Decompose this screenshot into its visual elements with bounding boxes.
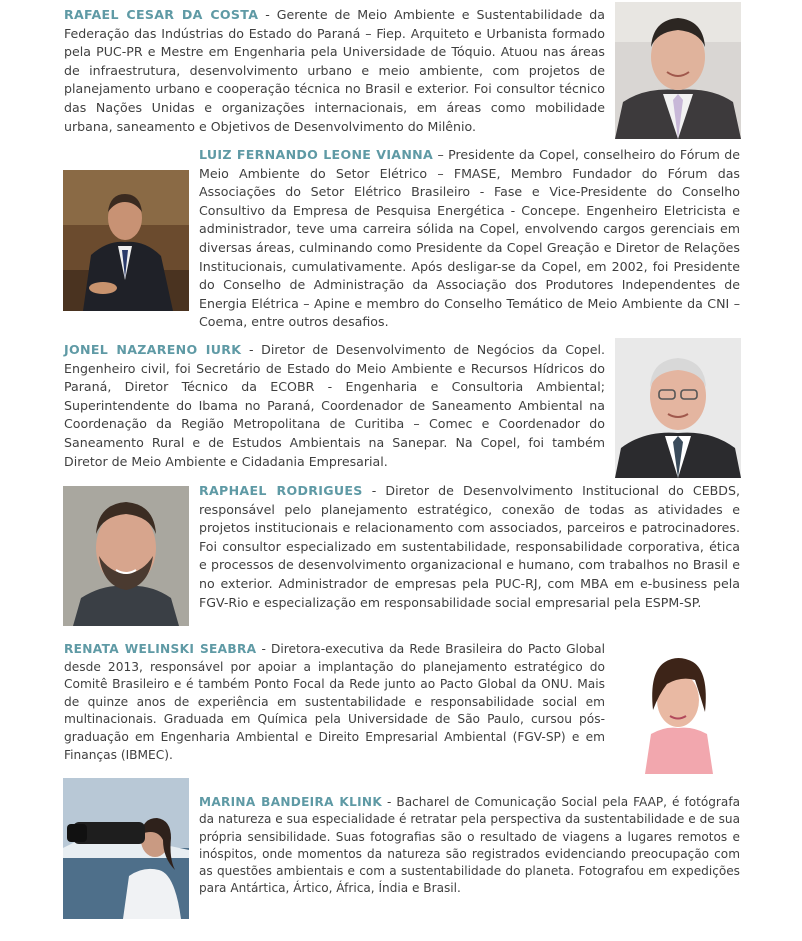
portrait-photo-jonel [615, 338, 741, 478]
portrait-photo-renata [615, 632, 741, 774]
bio-renata-welinski-seabra [64, 641, 605, 764]
bio-name: RAFAEL CESAR DA COSTA [64, 7, 259, 22]
bio-name: JONEL NAZARENO IURK [64, 342, 242, 357]
bio-name: RAPHAEL RODRIGUES [199, 483, 363, 498]
portrait-photo-marina [63, 778, 189, 919]
bio-text: - Diretora-executiva da Rede Brasileira do Pacto Global desde 2013, responsável por apoiar a implantação do planejamento estratégico do Comitê Brasileiro e é também Ponto Focal da Rede junto ao Pacto Global da ONU. Mais de quinze anos de experiência em sustentabilidade e responsabilidade social em multinacionais. Graduada em Química pela Universidade de São Paulo, cursou pós-graduação em Engenharia Ambiental e Direito Empresarial Ambiental (FGV-SP) e em Finanças (IBMEC). [64, 642, 605, 762]
bio-raphael-rodrigues [199, 482, 740, 612]
portrait-photo-luiz [63, 170, 189, 311]
bio-luiz-fernando-leone-vianna [199, 146, 740, 332]
bio-text: - Diretor de Desenvolvimento Institucional do CEBDS, responsável pelo planejamento estratégico, conexão de todas as atividades e projetos institucionais e relacionamento com associados, parceiros e patrocinadores. Foi consultor especializado em sustentabilidade, responsabilidade corporativa, ética e processos de desenvolvimento organizacional e humano, com trabalhos no Brasil e no exterior. Administrador de empresas pela PUC-RJ, com MBA em e-business pela FGV-Rio e especialização em responsabilidade social empresarial pela ESPM-SP. [199, 483, 740, 610]
bio-name: RENATA WELINSKI SEABRA [64, 642, 257, 656]
bio-jonel-nazareno-iurk [64, 341, 605, 471]
bio-rafael-cesar-da-costa [64, 6, 605, 136]
bio-text: - Bacharel de Comunicação Social pela FAAP, é fotógrafa da natureza e sua especialidade é retratar pela perspectiva da sustentabilidade e de sua própria sensibilidade. Suas fotografias são o resultado de viagens a lugares remotos e inóspitos, onde momentos da natureza são registrados evidenciando preocupação com as questões ambientais e com a sustentabilidade do planeta. Fotografou em expedições para Antártica, Ártico, África, Índia e Brasil. [199, 795, 740, 896]
portrait-photo-rafael [615, 2, 741, 139]
bio-name: MARINA BANDEIRA KLINK [199, 795, 382, 809]
bio-marina-bandeira-klink [199, 794, 740, 898]
bio-name: LUIZ FERNANDO LEONE VIANNA [199, 147, 434, 162]
bio-text: - Diretor de Desenvolvimento de Negócios da Copel. Engenheiro civil, foi Secretário de Estado do Meio Ambiente e Recursos Hídricos do Paraná, Diretor Técnico da ECOBR - Engenharia e Consultoria Ambiental; Superintendente do Ibama no Paraná, Coordenador de Saneamento Ambiental na Coordenação da Região Metropolitana de Curitiba – Comec e Coordenador do Saneamento Rural e de Estudos Ambientais na Sanepar. Na Copel, foi também Diretor de Meio Ambiente e Cidadania Empresarial. [64, 342, 605, 469]
bio-text: - Gerente de Meio Ambiente e Sustentabilidade da Federação das Indústrias do Estado do Paraná – Fiep. Arquiteto e Urbanista formado pela PUC-PR e Mestre em Engenharia pela Universidade de Tóquio. Atuou nas áreas de infraestrutura, desenvolvimento urbano e meio ambiente, com projetos de planejamento urbano e cooperação técnica no Brasil e exterior. Foi consultor técnico das Nações Unidas e organizações internacionais, em áreas como mobilidade urbana, saneamento e Objetivos de Desenvolvimento do Milênio. [64, 7, 605, 134]
portrait-photo-raphael [63, 486, 189, 626]
bio-text: – Presidente da Copel, conselheiro do Fórum de Meio Ambiente do Setor Elétrico – FMASE, Membro Fundador do Fórum das Associações do Setor Elétrico Brasileiro - Fase e Vice-Presidente do Conselho Consultivo da Empresa de Pesquisa Energética - Concepe. Engenheiro Eletricista e administrador, teve uma carreira sólida na Copel, envolvendo cargos gerenciais em diversas áreas, culminando como Presidente da Copel Greação e Diretor de Relações Institucionais, cumulativamente. Após desligar-se da Copel, em 2002, foi Presidente do Conselho de Administração da Associação dos Produtores Independentes de Energia Elétrica – Apine e membro do Conselho Temático de Meio Ambiente da CNI – Coema, entre outros desafios. [199, 147, 740, 330]
